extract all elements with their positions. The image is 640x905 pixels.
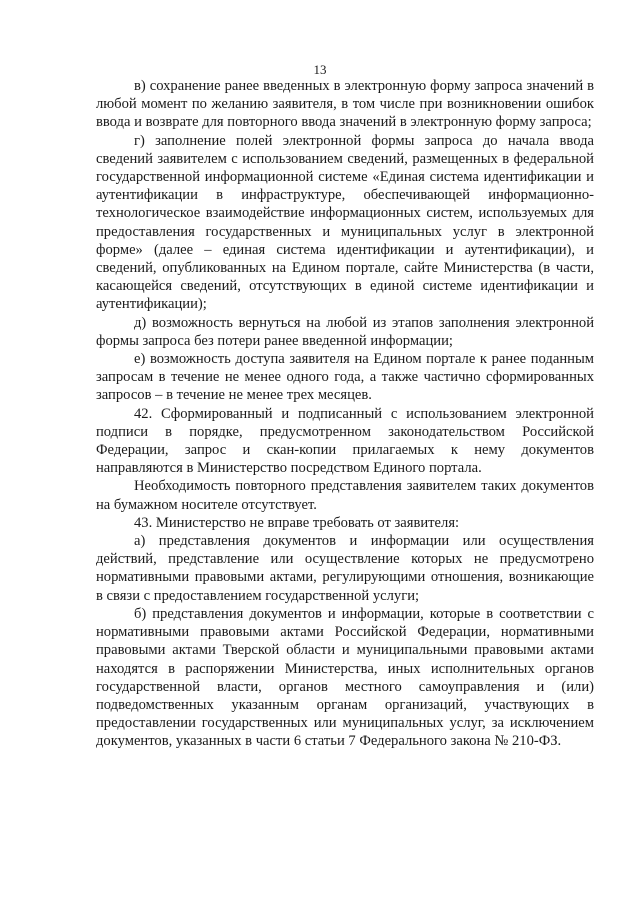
paragraph-42-submission: 42. Сформированный и подписанный с использованием электронной подписи в порядке, предусмотренном законодательством Российской Федерации, запрос и скан-копии прилагаемых к нему документов направляются в Министерство посредством Единого портала. xyxy=(96,405,594,477)
paragraph-no-paper-copies: Необходимость повторного представления заявителем таких документов на бумажном носителе отсутствует. xyxy=(96,478,594,513)
paragraph-b-documents-in-possession: б) представления документов и информации, которые в соответствии с нормативными правовыми актами Российской Федерации, нормативными правовыми актами Тверской области и муниципальными правовыми актами находятся в распоряжении Министерства, иных исполнительных органов государственной власти, органов местного самоуправления и (или) подведомственных указанным органам организаций, участвующих в предоставлении государственных или муниципальных услуг, за исключением документов, указанных в части 6 статьи 7 Федерального закона № 210-ФЗ. xyxy=(96,605,594,750)
paragraph-e-access-requests: е) возможность доступа заявителя на Едином портале к ранее поданным запросам в течение не менее одного года, а также частично сформированных запросов – в течение не менее трех месяцев. xyxy=(96,351,594,404)
document-body xyxy=(96,77,594,751)
paragraph-43-heading: 43. Министерство не вправе требовать от заявителя: xyxy=(134,514,460,531)
page-number: 13 xyxy=(313,62,327,77)
paragraph-d-return-to-step: д) возможность вернуться на любой из этапов заполнения электронной формы запроса без потери ранее введенной информации; xyxy=(96,314,594,349)
paragraph-a-documents-not-required: а) представления документов и информации или осуществления действий, представление или осуществление которых не предусмотрено нормативными правовыми актами, регулирующими отношения, возникающие в связи с предоставлением государственной услуги; xyxy=(96,533,594,604)
paragraph-g-autofill: г) заполнение полей электронной формы запроса до начала ввода сведений заявителем с использованием сведений, размещенных в федеральной государственной информационной системе «Единая система идентификации и аутентификации в инфраструктуре, обеспечивающей информационно-технологическое взаимодействие информационных систем, используемых для предоставления государственных и муниципальных услуг в электронной форме» (далее – единая система идентификации и аутентификации), и сведений, опубликованных на Едином портале, сайте Министерства (в части, касающейся сведений, отсутствующих в единой системе идентификации и аутентификации); xyxy=(96,132,594,313)
paragraph-v-save-values: в) сохранение ранее введенных в электронную форму запроса значений в любой момент по желанию заявителя, в том числе при возникновении ошибок ввода и возврате для повторного ввода значений в электронную форму запроса; xyxy=(96,78,594,131)
